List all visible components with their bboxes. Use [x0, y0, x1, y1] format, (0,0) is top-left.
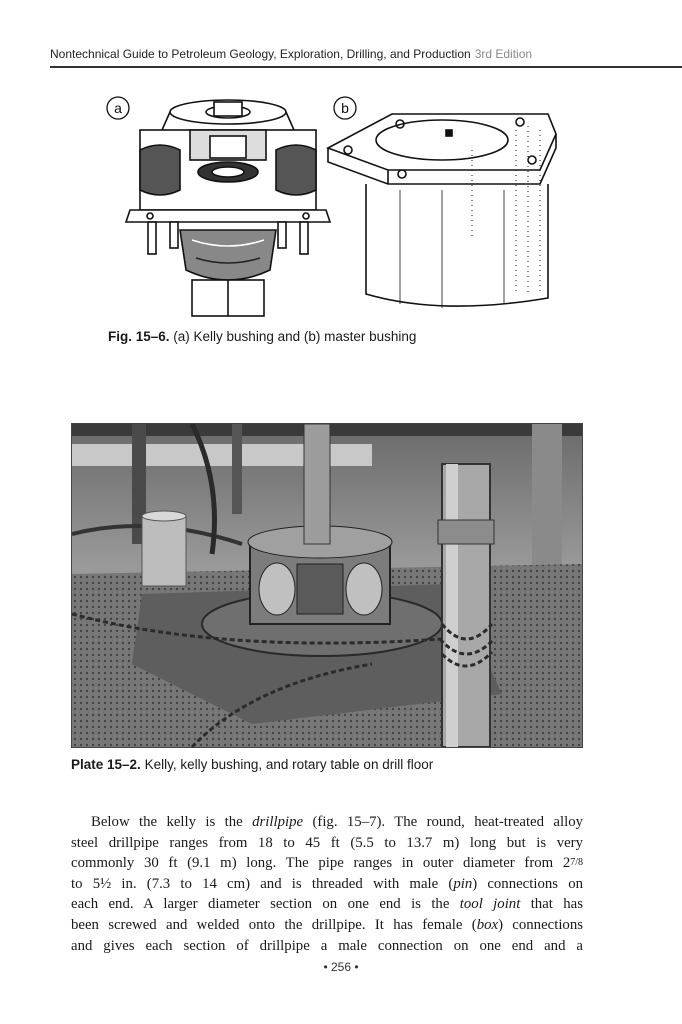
- body-line-3: commonly 30 ft (9.1 m) long. The pipe ranges in outer diameter from 27/8: [71, 855, 583, 872]
- running-head: [50, 47, 682, 61]
- panel-b-label: b: [341, 100, 349, 116]
- edition-label: 3rd Edition: [474, 47, 533, 61]
- body-line-2: steel drillpipe ranges from 18 to 45 ft (5.5 to 13.7 m) long but is very: [71, 834, 583, 851]
- page-number: • 256 •: [323, 960, 359, 974]
- figure-caption-label: Fig. 15–6.: [108, 329, 170, 344]
- plate-caption-text: Kelly, kelly bushing, and rotary table on drill floor: [140, 757, 434, 772]
- book-title: Nontechnical Guide to Petroleum Geology, Exploration, Drilling, and Production: [50, 47, 471, 61]
- term-tool-joint: tool joint: [459, 896, 521, 913]
- panel-a-label: a: [114, 100, 122, 116]
- header-rule: [50, 66, 682, 68]
- fraction-seven-eighths: 7/8: [570, 857, 583, 869]
- term-pin: pin: [453, 875, 473, 892]
- body-line-6: been screwed and welded onto the drillpipe. It has female (box) connections: [71, 916, 583, 933]
- plate-15-2-photo: [71, 423, 583, 748]
- term-drillpipe: drillpipe: [252, 814, 304, 830]
- term-box: box: [476, 916, 499, 933]
- figure-caption-text: (a) Kelly bushing and (b) master bushing: [169, 329, 417, 344]
- fraction-half: ½: [100, 875, 112, 892]
- plate-caption-label: Plate 15–2.: [71, 757, 141, 772]
- body-line-7: and gives each section of drillpipe a male connection on one end and a: [71, 937, 583, 954]
- master-bushing-drawing: [328, 97, 556, 308]
- kelly-bushing-drawing: [107, 97, 330, 316]
- figure-caption: [108, 329, 416, 344]
- body-line-4: to 5½ in. (7.3 to 14 cm) and is threaded with male (pin) connections on: [71, 875, 583, 892]
- body-paragraph: [71, 812, 583, 956]
- plate-caption: [71, 757, 433, 772]
- drill-floor-photo: [72, 424, 582, 747]
- body-line-1: Below the kelly is the drillpipe (fig. 15–7). The round, heat-treated alloy: [91, 814, 583, 830]
- figure-15-6-drawing: [100, 90, 580, 325]
- body-line-5: each end. A larger diameter section on one end is the tool joint that has: [71, 896, 583, 913]
